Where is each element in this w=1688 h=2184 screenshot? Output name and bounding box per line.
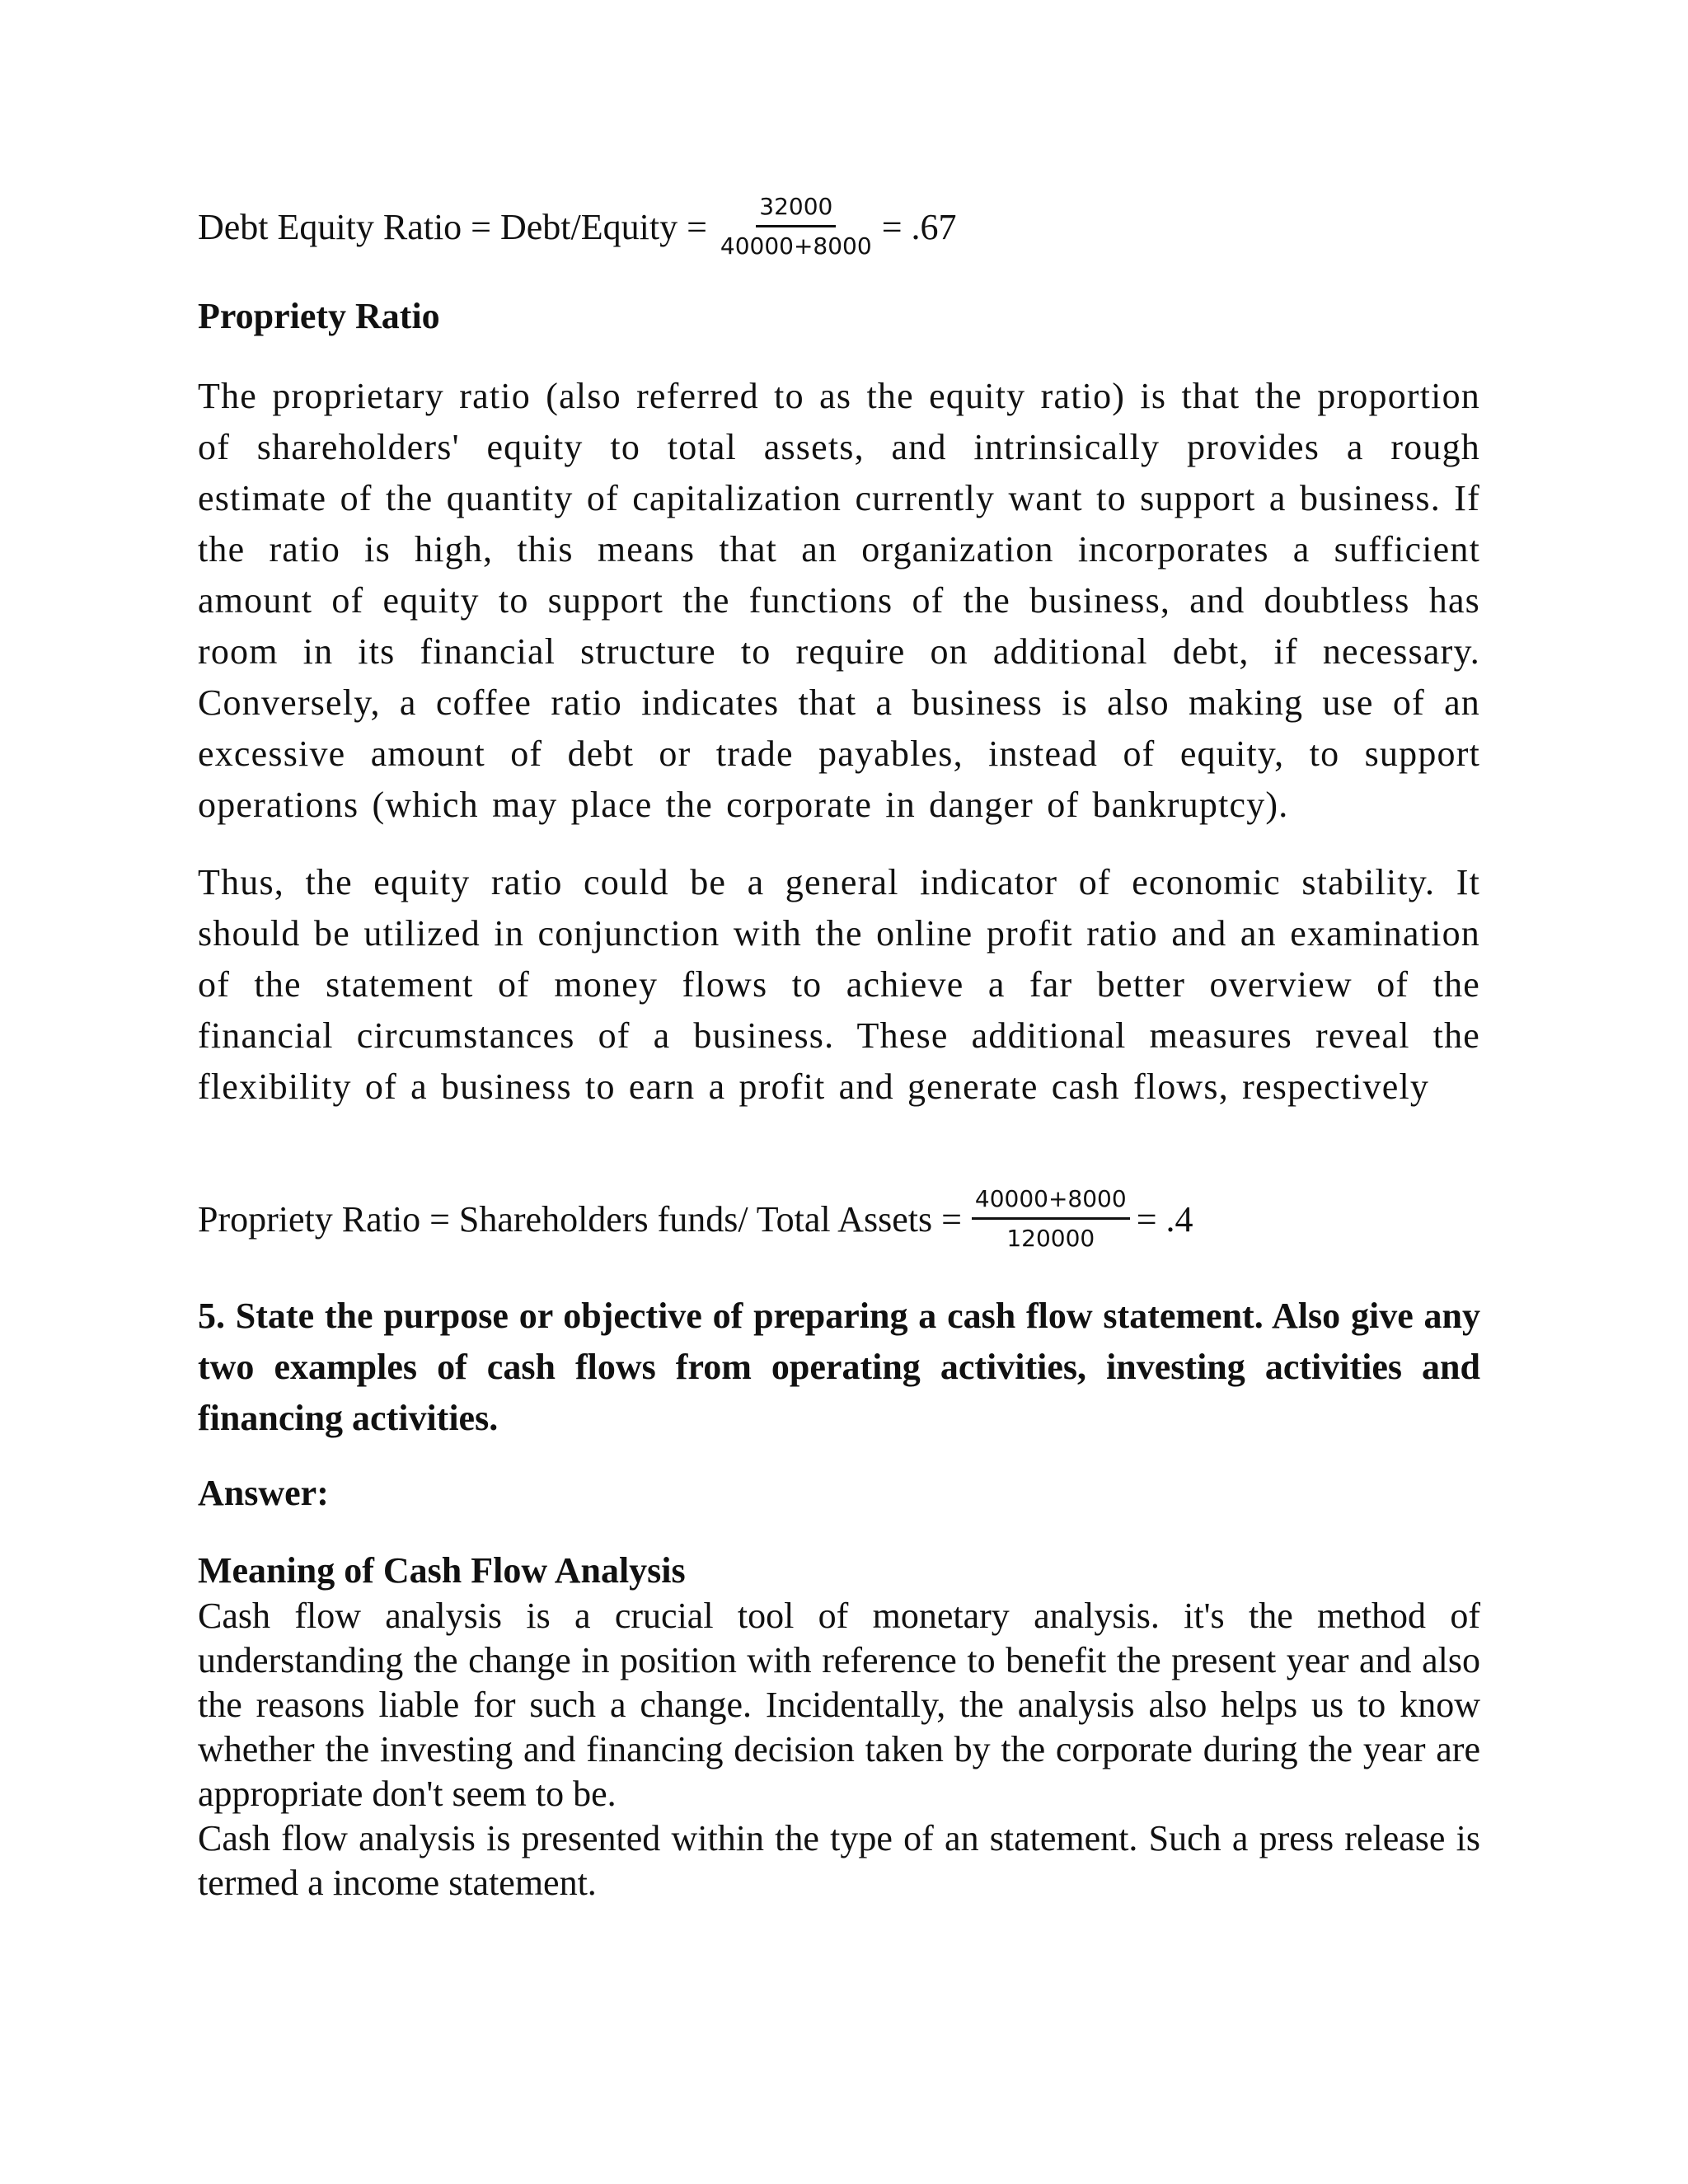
answer-label: Answer: [198, 1473, 329, 1513]
debt-equity-formula [198, 194, 957, 260]
debt-equity-numerator: 32000 [756, 194, 836, 227]
propriety-ratio-heading: Propriety Ratio [198, 296, 440, 336]
debt-equity-label: Debt Equity Ratio = Debt/Equity = [198, 206, 707, 247]
debt-equity-denominator: 40000+8000 [720, 232, 872, 260]
cash-flow-paragraph-1: Cash flow analysis is a crucial tool of monetary analysis. it's the method of understanding the change in position with reference to benefit the present year and also the reasons liable for such a change. Incidentally, the analysis also helps us to know whether the investing and financing decision taken by the corporate during the year are appropriate don't seem to be. [198, 1596, 1480, 1814]
propriety-paragraph-1: The proprietary ratio (also referred to as the equity ratio) is that the proportion of shareholders' equity to total assets, and intrinsically provides a rough estimate of the quantity of capitalization currently want to support a business. If the ratio is high, this means that an organization incorporates a sufficient amount of equity to support the functions of the business, and doubtless has room in its financial structure to require on additional debt, if necessary. Conversely, a coffee ratio indicates that a business is also making use of an excessive amount of debt or trade payables, instead of equity, to support operations (which may place the corporate in danger of bankruptcy). [198, 376, 1480, 825]
debt-equity-result: = .67 [881, 206, 957, 247]
propriety-ratio-fraction [972, 1187, 1130, 1252]
propriety-ratio-denominator: 120000 [1006, 1224, 1095, 1252]
propriety-ratio-numerator: 40000+8000 [972, 1187, 1130, 1220]
cash-flow-paragraph-2: Cash flow analysis is presented within the type of an statement. Such a press release is termed a income statement. [198, 1818, 1480, 1903]
debt-equity-fraction [717, 194, 875, 260]
propriety-ratio-result: = .4 [1136, 1198, 1193, 1240]
propriety-ratio-label: Propriety Ratio = Shareholders funds/ Total Assets = [198, 1198, 962, 1240]
question-5: 5. State the purpose or objective of preparing a cash flow statement. Also give any two examples of cash flows from operating activities, investing activities and financing activities. [198, 1296, 1480, 1438]
cash-flow-heading: Meaning of Cash Flow Analysis [198, 1550, 686, 1591]
propriety-ratio-formula [198, 1187, 1193, 1252]
propriety-paragraph-2: Thus, the equity ratio could be a general indicator of economic stability. It should be utilized in conjunction with the online profit ratio and an examination of the statement of money flows to achieve a far better overview of the financial circumstances of a business. These additional measures reveal the flexibility of a business to earn a profit and generate cash flows, respectively [198, 862, 1480, 1107]
